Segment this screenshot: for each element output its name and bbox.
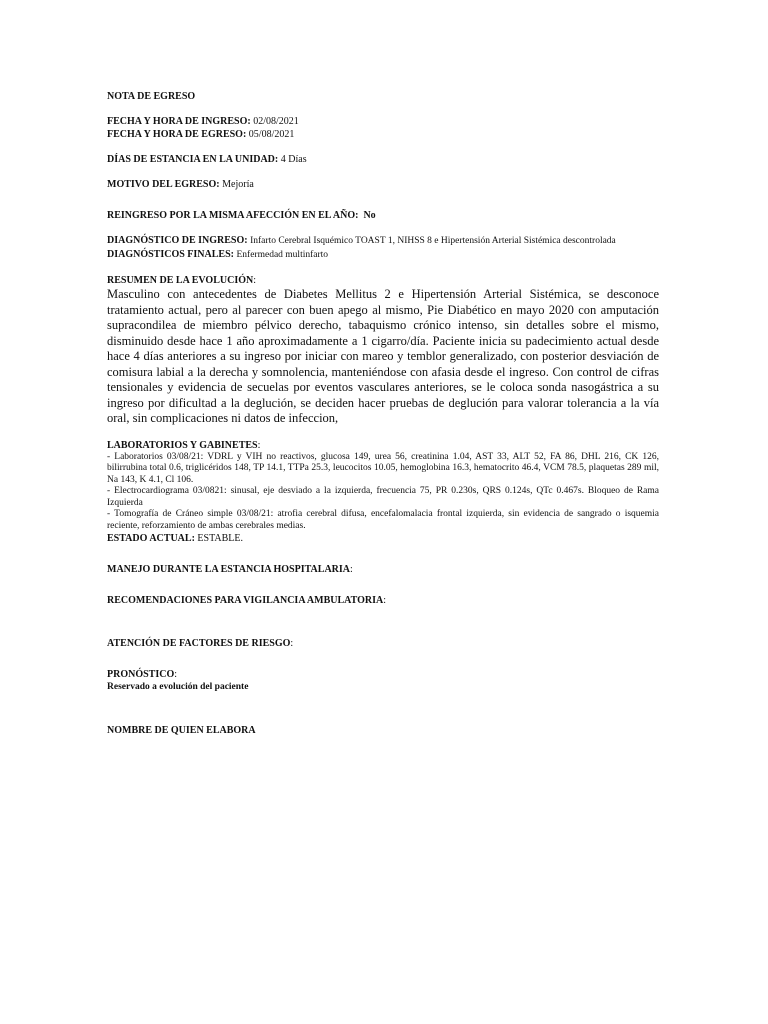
admission-diagnosis-label: DIAGNÓSTICO DE INGRESO bbox=[107, 235, 245, 246]
final-diagnosis-row: DIAGNÓSTICOS FINALES: Enfermedad multinfarto bbox=[107, 249, 329, 260]
author-name-label: NOMBRE DE QUIEN ELABORA bbox=[107, 725, 256, 736]
prognosis-value: Reservado a evolución del paciente bbox=[107, 682, 249, 692]
risk-factors-row: ATENCIÓN DE FACTORES DE RIESGO: bbox=[107, 638, 294, 649]
lab-item-tomografia: - Tomografía de Cráneo simple 03/08/21: atrofia cerebral difusa, encefalomalacia frontal izquierda, sin evidencia de sangrado o isquemia reciente, reforzamiento de ambas cerebrales medias. bbox=[107, 509, 659, 531]
labs-label: LABORATORIOS Y GABINETES bbox=[107, 439, 258, 451]
discharge-note bbox=[107, 90, 659, 737]
stay-days-value: 4 Días bbox=[280, 154, 307, 165]
prognosis-label: PRONÓSTICO bbox=[107, 669, 175, 680]
discharge-reason-value: Mejoría bbox=[222, 179, 254, 190]
discharge-reason-label: MOTIVO DEL EGRESO bbox=[107, 179, 217, 190]
recommendations-label: RECOMENDACIONES PARA VIGILANCIA AMBULATORIA bbox=[107, 595, 384, 606]
admission-date-row: FECHA Y HORA DE INGRESO: 02/08/2021 bbox=[107, 116, 299, 127]
admission-date-value: 02/08/2021 bbox=[253, 116, 299, 127]
lab-item-laboratorios: - Laboratorios 03/08/21: VDRL y VIH no reactivos, glucosa 149, urea 56, creatinina 1.04, AST 33, ALT 52, FA 86, DHL 216, CK 126, bilirrubina total 0.6, triglicéridos 148, TP 14.1, TTPa 25.3, leucocitos 10.05, hemoglobina 16.3, hematocrito 46.4, VCM 78.5, plaquetas 289 mil, Na 143, K 4.1, Cl 106. bbox=[107, 451, 659, 485]
current-state-label: ESTADO ACTUAL bbox=[107, 533, 192, 544]
evolution-summary-text: Masculino con antecedentes de Diabetes Mellitus 2 e Hipertensión Arterial Sistémica, se desconoce tratamiento actual, pero al parecer con buen apego al mismo, Pie Diabético en mayo 2020 con amputación supracondilea de miembro pélvico derecho, tabaquismo crónico intenso, sin detalles sobre el mismo, disminuido desde hace 1 año aproximadamente a 1 cigarro/día. Paciente inicia su padecimiento actual desde hace 4 días anteriores a su ingreso por iniciar con mareo y temblor generalizado, con posterior desviación de comisura labial a la derecha y somnolencia, manteniéndose con afasia desde el ingreso. Con control de cifras tensionales y evidencia de secuelas por eventos vasculares anteriores, se le coloca sonda nasogástrica a su ingreso por dificultad a la deglución, se deciden hacer pruebas de deglución para valorar tolerancia a la vía oral, sin complicaciones ni datos de infeccion, bbox=[107, 287, 659, 425]
management-row: MANEJO DURANTE LA ESTANCIA HOSPITALARIA: bbox=[107, 564, 353, 575]
final-diagnosis-value: Enfermedad multinfarto bbox=[236, 250, 329, 260]
admission-date-label: FECHA Y HORA DE INGRESO bbox=[107, 116, 248, 127]
recommendations-row: RECOMENDACIONES PARA VIGILANCIA AMBULATORIA: bbox=[107, 595, 387, 606]
readmission-label: REINGRESO POR LA MISMA AFECCIÓN EN EL AÑO: bbox=[107, 210, 359, 221]
evolution-summary-heading: RESUMEN DE LA EVOLUCIÓN: bbox=[107, 275, 256, 286]
discharge-date-label: FECHA Y HORA DE EGRESO bbox=[107, 129, 243, 140]
readmission-row bbox=[107, 209, 659, 222]
readmission-value: No bbox=[363, 210, 376, 221]
current-state-row: ESTADO ACTUAL: ESTABLE. bbox=[107, 533, 243, 544]
risk-factors-label: ATENCIÓN DE FACTORES DE RIESGO bbox=[107, 638, 291, 649]
prognosis-row: PRONÓSTICO: bbox=[107, 669, 178, 680]
current-state-value: ESTABLE. bbox=[197, 533, 243, 544]
discharge-date-row: FECHA Y HORA DE EGRESO: 05/08/2021 bbox=[107, 129, 295, 140]
final-diagnosis-label: DIAGNÓSTICOS FINALES bbox=[107, 249, 231, 260]
stay-days-row: DÍAS DE ESTANCIA EN LA UNIDAD: 4 Días bbox=[107, 154, 307, 165]
labs-heading: LABORATORIOS Y GABINETES: bbox=[107, 439, 261, 451]
discharge-date-value: 05/08/2021 bbox=[248, 129, 295, 140]
admission-diagnosis-value: Infarto Cerebral Isquémico TOAST 1, NIHSS 8 e Hipertensión Arterial Sistémica descontrolada bbox=[250, 236, 616, 246]
discharge-reason-row: MOTIVO DEL EGRESO: Mejoría bbox=[107, 179, 254, 190]
document-title: NOTA DE EGRESO bbox=[107, 91, 196, 102]
lab-item-ecg: - Electrocardiograma 03/0821: sinusal, eje desviado a la izquierda, frecuencia 75, PR 0.230s, QRS 0.124s, QTc 0.467s. Bloqueo de Rama Izquierda bbox=[107, 486, 659, 508]
management-label: MANEJO DURANTE LA ESTANCIA HOSPITALARIA bbox=[107, 564, 350, 575]
evolution-summary-label: RESUMEN DE LA EVOLUCIÓN bbox=[107, 275, 254, 286]
admission-diagnosis-row: DIAGNÓSTICO DE INGRESO: Infarto Cerebral Isquémico TOAST 1, NIHSS 8 e Hipertensión Arterial Sistémica descontrolada bbox=[107, 235, 616, 246]
stay-days-label: DÍAS DE ESTANCIA EN LA UNIDAD bbox=[107, 154, 275, 165]
